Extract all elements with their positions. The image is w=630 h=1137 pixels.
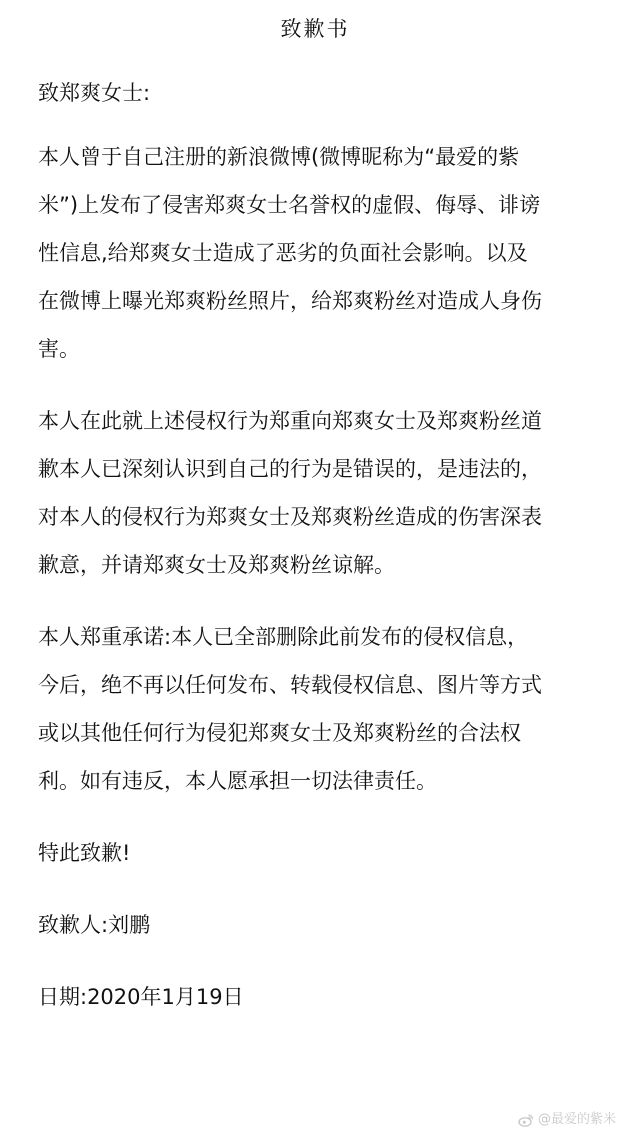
paragraph1-line2: 米”)上发布了侵害郑爽女士名誉权的虚假、侮辱、诽谤: [38, 193, 541, 217]
weibo-icon: [518, 1113, 534, 1127]
paragraph3-line2: 今后，绝不再以任何发布、转载侵权信息、图片等方式: [38, 673, 542, 697]
paragraph2-line3: 对本人的侵权行为郑爽女士及郑爽粉丝造成的伤害深表: [38, 505, 542, 529]
paragraph3-line1: 本人郑重承诺:本人已全部删除此前发布的侵权信息，: [38, 625, 529, 649]
paragraph1-line5: 害。: [38, 337, 80, 361]
paragraph1-line3: 性信息,给郑爽女士造成了恶劣的负面社会影响。以及: [38, 241, 528, 265]
watermark-text: @最爱的紫米: [537, 1112, 616, 1127]
date-line: 日期:2020年1月19日: [38, 985, 244, 1009]
document-title: 致歉书: [280, 17, 350, 41]
paragraph2-line1: 本人在此就上述侵权行为郑重向郑爽女士及郑爽粉丝道: [38, 409, 542, 433]
weibo-watermark: [518, 1111, 616, 1129]
paragraph3-line4: 利。如有违反，本人愿承担一切法律责任。: [38, 769, 437, 793]
signer-line: 致歉人:刘鹏: [38, 913, 151, 937]
closing-line: 特此致歉!: [38, 841, 131, 865]
paragraph3-line3: 或以其他任何行为侵犯郑爽女士及郑爽粉丝的合法权: [38, 721, 521, 745]
paragraph2-line4: 歉意，并请郑爽女士及郑爽粉丝谅解。: [38, 553, 395, 577]
paragraph1-line4: 在微博上曝光郑爽粉丝照片，给郑爽粉丝对造成人身伤: [38, 289, 542, 313]
paragraph1-line1: 本人曾于自己注册的新浪微博(微博昵称为“最爱的紫: [38, 145, 520, 169]
salutation: 致郑爽女士:: [38, 81, 151, 105]
paragraph2-line2: 歉本人已深刻认识到自己的行为是错误的，是违法的，: [38, 457, 542, 481]
